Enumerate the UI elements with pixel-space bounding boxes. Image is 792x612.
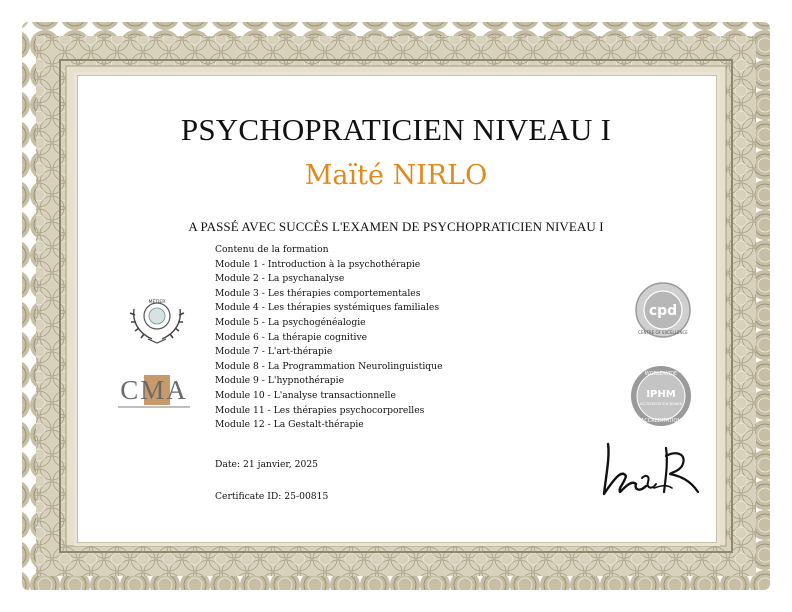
module-item: Module 12 - La Gestalt-thérapie [215,419,364,431]
seal-text: MÉTIER [148,300,166,305]
module-item: Module 9 - L'hypnothérapie [215,375,345,387]
cpd-badge [634,281,692,339]
cma-logo [114,371,194,411]
certificate-id: Certificate ID: 25-00815 [215,491,329,502]
module-item: Module 6 - La thérapie cognitive [215,331,368,343]
module-item: Module 10 - L'analyse transactionnelle [215,389,396,401]
laurel-seal-logo [124,295,190,345]
certificate-title: PSYCHOPRATICIEN NIVEAU I [180,112,612,147]
iphm-top-ring: WORLDWIDE [644,371,678,377]
iphm-badge [628,365,694,427]
module-item: Module 11 - Les thérapies psychocorporelles [215,404,425,416]
module-item: Module 2 - La psychanalyse [215,273,345,285]
module-item: Module 1 - Introduction à la psychothérapie [215,258,421,270]
achievement-statement: A PASSÉ AVEC SUCCÈS L'EXAMEN DE PSYCHOPRATICIEN NIVEAU I [188,219,604,234]
cma-text: CMA [120,375,188,405]
module-item: Module 7 - L'art-thérapie [215,346,333,358]
iphm-text: IPHM [646,389,676,400]
iphm-sub-text: ACCREDITATION BOARD [639,402,683,406]
issue-date: Date: 21 janvier, 2025 [215,459,319,470]
recipient-name: Maïté NIRLO [304,160,488,191]
module-item: Module 8 - La Programmation Neurolinguistique [215,360,443,372]
cpd-text: cpd [648,303,678,319]
module-item: Module 3 - Les thérapies comportementales [215,287,421,299]
contents-heading: Contenu de la formation [215,244,329,255]
cpd-ring-text: CENTRE OF EXCELLENCE [638,330,688,335]
iphm-bottom-ring: ACCREDITATION [640,418,682,424]
module-item: Module 5 - La psychogénéalogie [215,316,366,328]
course-contents [215,243,443,433]
signature [596,436,704,504]
module-item: Module 4 - Les thérapies systémiques familiales [215,302,440,314]
